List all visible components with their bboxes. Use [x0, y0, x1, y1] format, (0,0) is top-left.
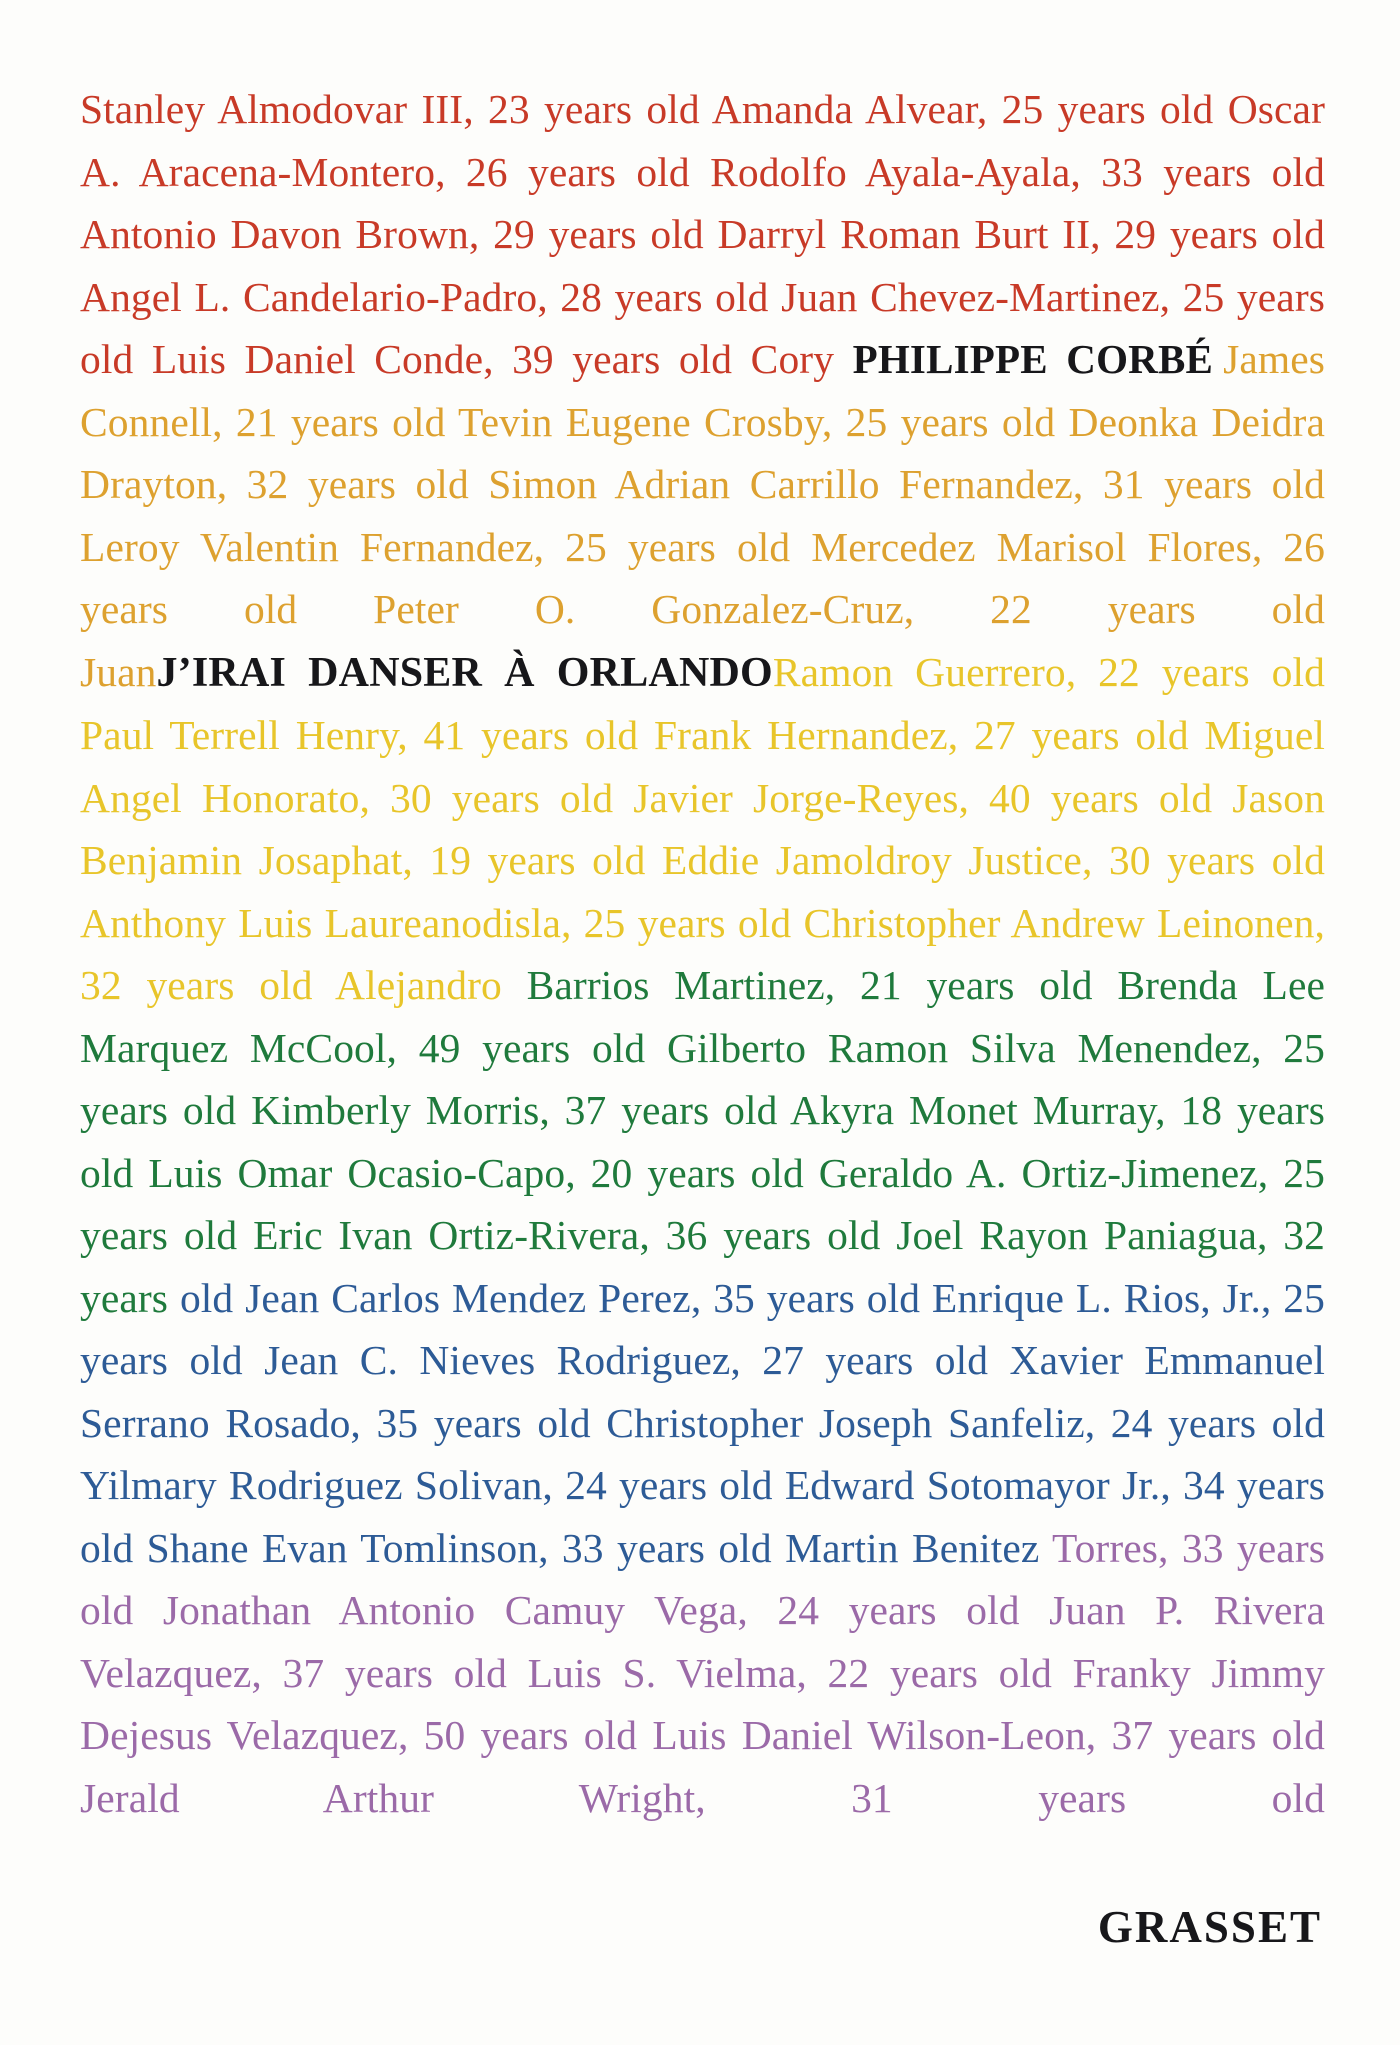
victim-names-text-block [80, 78, 1325, 1892]
publisher-logo: GRASSET [1097, 1902, 1322, 1952]
victim-names-segment-green: Barrios Martinez, 21 years old Brenda Lee Marquez McCool, 49 years old Gilberto Ramon Silva Menendez, 25 years old Kimberly Morris, 37 years old Akyra Monet Murray, 18 years old Luis Omar Ocasio-Capo, 20 years old Geraldo A. Ortiz-Jimenez, 25 years old Eric Ivan Ortiz-Rivera, 36 years old Joel Rayon Paniagua, 32 years [80, 962, 1325, 1321]
victim-names-segment-gold: James Connell, 21 years old Tevin Eugene Crosby, 25 years old Deonka Deidra Drayton, 32 years old Simon Adrian Carrillo Fernandez, 31 years old Leroy Valentin Fernandez, 25 years old Mercedez Marisol Flores, 26 years old Peter O. Gonzalez-Cruz, 22 years old Juan [80, 336, 1326, 695]
victim-names-segment-red: Stanley Almodovar III, 23 years old Amanda Alvear, 25 years old Oscar A. Aracena-Montero, 26 years old Rodolfo Ayala-Ayala, 33 years old Antonio Davon Brown, 29 years old Darryl Roman Burt II, 29 years old Angel L. Candelario-Padro, 28 years old Juan Chevez-Martinez, 25 years old Luis Daniel Conde, 39 years old Cory [80, 86, 1325, 382]
victim-names-segment-blue: old Jean Carlos Mendez Perez, 35 years old Enrique L. Rios, Jr., 25 years old Jean C. Nieves Rodriguez, 27 years old Xavier Emmanuel Serrano Rosado, 35 years old Christopher Joseph Sanfeliz, 24 years old Yilmary Rodriguez Solivan, 24 years old Edward Sotomayor Jr., 34 years old Shane Evan Tomlinson, 33 years old Martin Benitez [80, 1274, 1325, 1571]
victim-names-segment-yellow: Ramon Guerrero, 22 years old Paul Terrell Henry, 41 years old Frank Hernandez, 27 years old Miguel Angel Honorato, 30 years old Javier Jorge-Reyes, 40 years old Jason Benjamin Josaphat, 19 years old Eddie Jamoldroy Justice, 30 years old Anthony Luis Laureanodisla, 25 years old Christopher Andrew Leinonen, 32 years old Alejandro [80, 648, 1325, 1008]
author-name: PHILIPPE CORBÉ [852, 336, 1214, 382]
book-title: J’IRAI DANSER À ORLANDO [156, 649, 773, 696]
victim-names-segment-purple: Torres, 33 years old Jonathan Antonio Camuy Vega, 24 years old Juan P. Rivera Velazquez, 37 years old Luis S. Vielma, 22 years old Franky Jimmy Dejesus Velazquez, 50 years old Luis Daniel Wilson-Leon, 37 years old Jerald Arthur Wright, 31 years old [80, 1524, 1325, 1821]
